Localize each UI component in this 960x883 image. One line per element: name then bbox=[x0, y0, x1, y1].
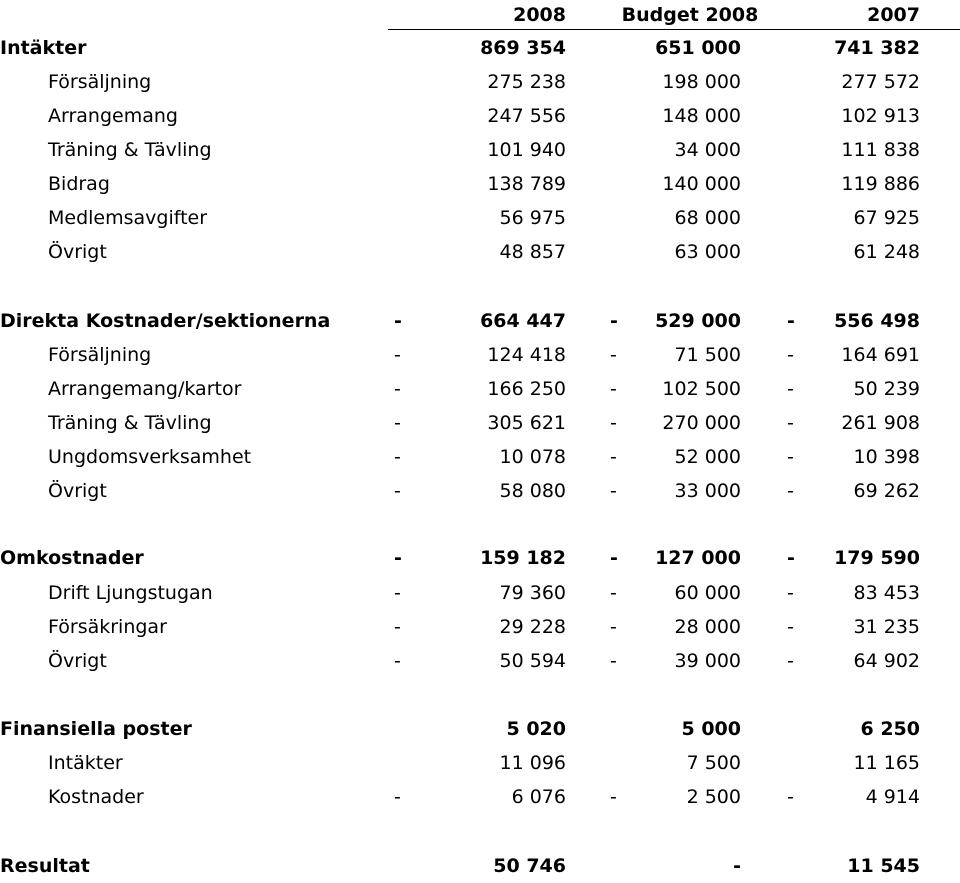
header-2008: 2008 bbox=[513, 4, 566, 26]
value-2008: 5 020 bbox=[506, 718, 566, 740]
value-budget-2008: 71 500 bbox=[674, 344, 741, 366]
row-label: Finansiella poster bbox=[0, 718, 192, 740]
value-2008: 79 360 bbox=[499, 582, 566, 604]
minus-sign-2008: - bbox=[394, 582, 401, 604]
minus-sign-budget-2008: - bbox=[610, 378, 617, 400]
value-budget-2008: 28 000 bbox=[674, 616, 741, 638]
value-budget-2008: 140 000 bbox=[662, 173, 741, 195]
minus-sign-budget-2008: - bbox=[610, 446, 617, 468]
value-budget-2008: 52 000 bbox=[674, 446, 741, 468]
value-2007: 11 165 bbox=[853, 752, 920, 774]
minus-sign-budget-2008: - bbox=[610, 480, 617, 502]
value-2007: 83 453 bbox=[853, 582, 920, 604]
line-item-row bbox=[0, 167, 960, 201]
value-2008: 10 078 bbox=[499, 446, 566, 468]
row-label: Övrigt bbox=[48, 650, 107, 672]
value-budget-2008: 60 000 bbox=[674, 582, 741, 604]
value-budget-2008: 34 000 bbox=[674, 139, 741, 161]
value-2008: 50 746 bbox=[493, 855, 566, 877]
minus-sign-2007: - bbox=[787, 616, 794, 638]
minus-sign-2007: - bbox=[787, 446, 794, 468]
minus-sign-budget-2008: - bbox=[610, 412, 617, 434]
value-2007: 11 545 bbox=[847, 855, 920, 877]
row-label: Bidrag bbox=[48, 173, 110, 195]
row-label: Arrangemang/kartor bbox=[48, 378, 242, 400]
minus-sign-2007: - bbox=[787, 582, 794, 604]
row-label: Omkostnader bbox=[0, 547, 144, 569]
value-2007: 102 913 bbox=[841, 105, 920, 127]
section-row bbox=[0, 31, 960, 65]
value-2007: 556 498 bbox=[834, 310, 920, 332]
value-2008: 664 447 bbox=[480, 310, 566, 332]
value-2008: 138 789 bbox=[487, 173, 566, 195]
row-label: Övrigt bbox=[48, 480, 107, 502]
value-2008: 101 940 bbox=[487, 139, 566, 161]
value-2007: 61 248 bbox=[853, 241, 920, 263]
value-2007: 277 572 bbox=[841, 71, 920, 93]
minus-sign-2008: - bbox=[394, 547, 402, 569]
section-row bbox=[0, 712, 960, 746]
minus-sign-budget-2008: - bbox=[610, 547, 618, 569]
value-budget-2008: 2 500 bbox=[686, 786, 741, 808]
minus-sign-2008: - bbox=[394, 378, 401, 400]
minus-sign-budget-2008: - bbox=[610, 344, 617, 366]
value-2007: 6 250 bbox=[860, 718, 920, 740]
value-budget-2008: 5 000 bbox=[681, 718, 741, 740]
minus-sign-2008: - bbox=[394, 786, 401, 808]
value-2007: 4 914 bbox=[865, 786, 920, 808]
header-rule bbox=[388, 29, 960, 30]
minus-sign-2007: - bbox=[787, 344, 794, 366]
value-2007: 261 908 bbox=[841, 412, 920, 434]
header-budget-2008: Budget 2008 bbox=[621, 4, 759, 26]
line-item-row bbox=[0, 338, 960, 372]
value-2008: 6 076 bbox=[511, 786, 566, 808]
line-item-row bbox=[0, 576, 960, 610]
minus-sign-2008: - bbox=[394, 412, 401, 434]
minus-sign-2007: - bbox=[787, 786, 794, 808]
row-label: Arrangemang bbox=[48, 105, 178, 127]
section-row bbox=[0, 541, 960, 575]
value-2007: 741 382 bbox=[834, 37, 920, 59]
value-budget-2008: 68 000 bbox=[674, 207, 741, 229]
row-label: Träning & Tävling bbox=[48, 412, 212, 434]
line-item-row bbox=[0, 474, 960, 508]
section-row bbox=[0, 849, 960, 883]
value-budget-2008: 198 000 bbox=[662, 71, 741, 93]
value-2008: 29 228 bbox=[499, 616, 566, 638]
line-item-row bbox=[0, 235, 960, 269]
line-item-row bbox=[0, 65, 960, 99]
section-row bbox=[0, 304, 960, 338]
row-label: Resultat bbox=[0, 855, 90, 877]
value-2007: 50 239 bbox=[853, 378, 920, 400]
value-2008: 305 621 bbox=[487, 412, 566, 434]
value-2008: 247 556 bbox=[487, 105, 566, 127]
minus-sign-budget-2008: - bbox=[610, 786, 617, 808]
value-2008: 56 975 bbox=[499, 207, 566, 229]
minus-sign-budget-2008: - bbox=[610, 582, 617, 604]
row-label: Övrigt bbox=[48, 241, 107, 263]
minus-sign-2007: - bbox=[787, 378, 794, 400]
value-2007: 164 691 bbox=[841, 344, 920, 366]
line-item-row bbox=[0, 610, 960, 644]
value-2008: 48 857 bbox=[499, 241, 566, 263]
minus-sign-2008: - bbox=[394, 344, 401, 366]
value-budget-2008: 148 000 bbox=[662, 105, 741, 127]
value-2008: 275 238 bbox=[487, 71, 566, 93]
minus-sign-2008: - bbox=[394, 310, 402, 332]
value-2008: 58 080 bbox=[499, 480, 566, 502]
value-budget-2008: - bbox=[733, 855, 741, 877]
value-budget-2008: 63 000 bbox=[674, 241, 741, 263]
value-2007: 67 925 bbox=[853, 207, 920, 229]
value-budget-2008: 529 000 bbox=[655, 310, 741, 332]
minus-sign-budget-2008: - bbox=[610, 616, 617, 638]
line-item-row bbox=[0, 133, 960, 167]
row-label: Intäkter bbox=[0, 37, 87, 59]
value-budget-2008: 127 000 bbox=[655, 547, 741, 569]
minus-sign-budget-2008: - bbox=[610, 650, 617, 672]
line-item-row bbox=[0, 746, 960, 780]
minus-sign-2007: - bbox=[787, 650, 794, 672]
value-budget-2008: 7 500 bbox=[686, 752, 741, 774]
value-2007: 111 838 bbox=[841, 139, 920, 161]
minus-sign-2008: - bbox=[394, 650, 401, 672]
row-label: Försäljning bbox=[48, 344, 152, 366]
line-item-row bbox=[0, 201, 960, 235]
value-2008: 159 182 bbox=[480, 547, 566, 569]
line-item-row bbox=[0, 99, 960, 133]
row-label: Intäkter bbox=[48, 752, 123, 774]
row-label: Försäkringar bbox=[48, 616, 167, 638]
minus-sign-2008: - bbox=[394, 480, 401, 502]
minus-sign-budget-2008: - bbox=[610, 310, 618, 332]
value-2008: 124 418 bbox=[487, 344, 566, 366]
line-item-row bbox=[0, 406, 960, 440]
minus-sign-2008: - bbox=[394, 616, 401, 638]
line-item-row bbox=[0, 372, 960, 406]
row-label: Direkta Kostnader/sektionerna bbox=[0, 310, 331, 332]
row-label: Drift Ljungstugan bbox=[48, 582, 213, 604]
value-budget-2008: 270 000 bbox=[662, 412, 741, 434]
minus-sign-2007: - bbox=[787, 547, 795, 569]
minus-sign-2007: - bbox=[787, 310, 795, 332]
value-2007: 179 590 bbox=[834, 547, 920, 569]
value-budget-2008: 33 000 bbox=[674, 480, 741, 502]
minus-sign-2007: - bbox=[787, 480, 794, 502]
value-2007: 31 235 bbox=[853, 616, 920, 638]
value-2007: 119 886 bbox=[841, 173, 920, 195]
value-2008: 166 250 bbox=[487, 378, 566, 400]
minus-sign-2007: - bbox=[787, 412, 794, 434]
value-2007: 69 262 bbox=[853, 480, 920, 502]
value-2007: 64 902 bbox=[853, 650, 920, 672]
value-2007: 10 398 bbox=[853, 446, 920, 468]
row-label: Medlemsavgifter bbox=[48, 207, 208, 229]
line-item-row bbox=[0, 440, 960, 474]
line-item-row bbox=[0, 780, 960, 814]
value-2008: 869 354 bbox=[480, 37, 566, 59]
minus-sign-2008: - bbox=[394, 446, 401, 468]
row-label: Ungdomsverksamhet bbox=[48, 446, 252, 468]
value-2008: 11 096 bbox=[499, 752, 566, 774]
header-2007: 2007 bbox=[867, 4, 920, 26]
value-2008: 50 594 bbox=[499, 650, 566, 672]
row-label: Träning & Tävling bbox=[48, 139, 212, 161]
row-label: Kostnader bbox=[48, 786, 144, 808]
value-budget-2008: 651 000 bbox=[655, 37, 741, 59]
value-budget-2008: 39 000 bbox=[674, 650, 741, 672]
value-budget-2008: 102 500 bbox=[662, 378, 741, 400]
line-item-row bbox=[0, 644, 960, 678]
row-label: Försäljning bbox=[48, 71, 152, 93]
